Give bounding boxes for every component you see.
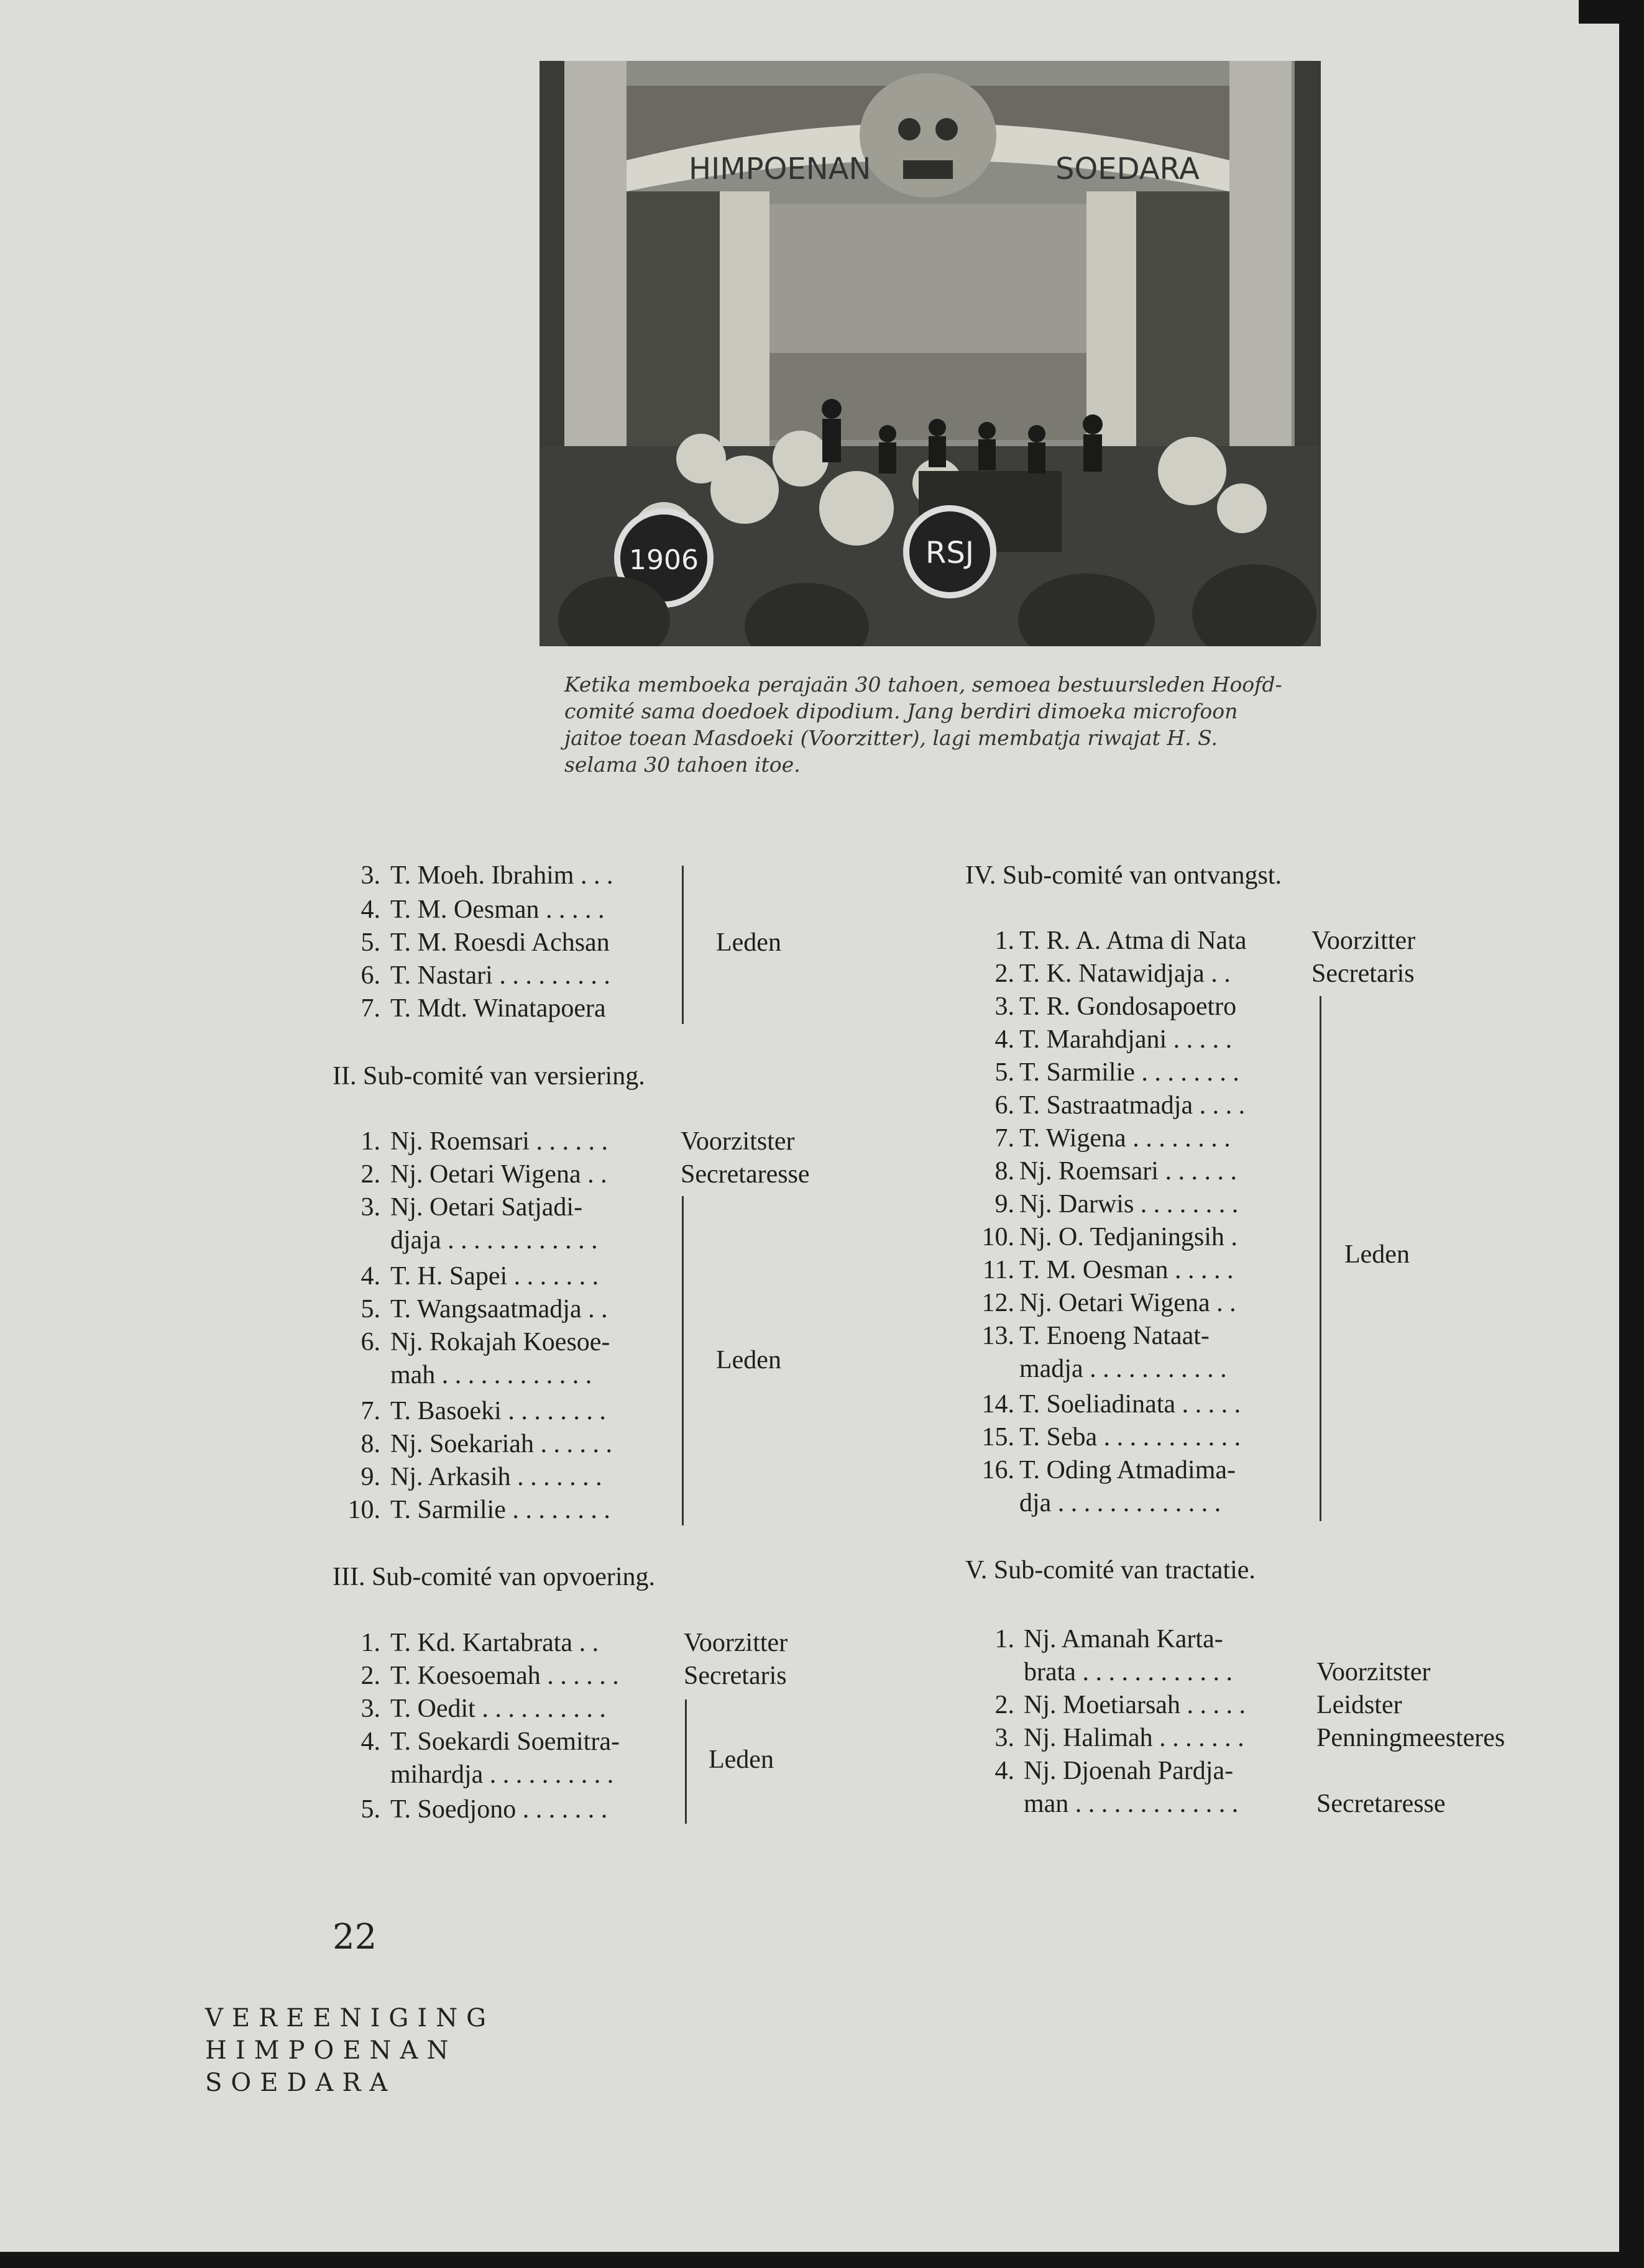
group-label: Leden [709,1745,774,1774]
entry-name: T. Mdt. Winatapoera [390,994,606,1023]
photo-badge-1906: 1906 [629,544,699,576]
entry-name: T. Oedit . . . . . . . . . . [390,1694,606,1723]
entry-role: Voorzitster [1316,1658,1431,1686]
entry-name: T. Wigena . . . . . . . . [1019,1124,1231,1153]
entry-name: T. Soedjono . . . . . . . [390,1795,608,1824]
entry-name: Nj. Rokajah Koesoe- [390,1328,610,1356]
photo-caption [564,671,1307,778]
entry-name: T. Soekardi Soemitra- [390,1727,620,1756]
entry-number: 9. [994,1190,1014,1219]
entry-number: 7. [360,1397,380,1425]
stage-photograph-drawing [540,61,1321,646]
entry-number: 7. [360,994,380,1023]
entry-number: 8. [360,1430,380,1458]
entry-number: 5. [360,928,380,957]
entry-name: Nj. Soekariah . . . . . . [390,1430,612,1458]
entry-name: Nj. Roemsari . . . . . . [1019,1157,1237,1186]
entry-number: 16. [981,1456,1014,1484]
entry-role: Voorzitster [681,1127,795,1156]
entry-number: 1. [360,1127,380,1156]
entry-number: 4. [360,1727,380,1756]
entry-number: 1. [994,926,1014,955]
caption-line: jaitoe toean Masdoeki (Voorzitter), lagi membatja riwajat H. S. [564,726,1218,750]
scan-edge-top [1579,0,1644,24]
entry-number: 3. [994,1724,1014,1752]
entry-number: 13. [981,1322,1014,1350]
entry-name: Nj. Oetari Satjadi- [390,1193,583,1222]
entry-name: T. Oding Atmadima- [1019,1456,1236,1484]
entry-name: Nj. Halimah . . . . . . . [1024,1724,1244,1752]
entry-role: Voorzitter [684,1629,788,1657]
entry-number: 2. [994,959,1014,988]
entry-number: 12. [981,1289,1014,1317]
entry-name-continued: brata . . . . . . . . . . . . [1024,1658,1233,1686]
entry-number: 4. [360,1262,380,1291]
group-bracket [685,1699,687,1824]
photo-banner-right: SOEDARA [1055,152,1200,186]
section-heading: IV. Sub-comité van ontvangst. [965,861,1282,890]
entry-name: T. Basoeki . . . . . . . . [390,1397,606,1425]
section-heading: V. Sub-comité van tractatie. [965,1556,1256,1584]
entry-name-continued: mihardja . . . . . . . . . . [390,1760,614,1789]
section-heading: III. Sub-comité van opvoering. [333,1563,656,1591]
entry-number: 3. [360,1193,380,1222]
entry-name-continued: mah . . . . . . . . . . . . [390,1361,592,1389]
entry-name: T. Wangsaatmadja . . [390,1295,608,1324]
entry-name-continued: man . . . . . . . . . . . . . [1024,1790,1239,1818]
entry-number: 14. [981,1390,1014,1419]
entry-name-continued: djaja . . . . . . . . . . . . [390,1226,598,1255]
entry-number: 3. [994,992,1014,1021]
entry-number: 8. [994,1157,1014,1186]
entry-name: Nj. Roemsari . . . . . . [390,1127,608,1156]
entry-number: 5. [360,1795,380,1824]
entry-name-continued: dja . . . . . . . . . . . . . [1019,1489,1221,1517]
entry-number: 6. [360,1328,380,1356]
entry-role: Leidster [1316,1691,1402,1719]
entry-name: Nj. Moetiarsah . . . . . [1024,1691,1246,1719]
group-label: Leden [716,928,781,957]
entry-role: Secretaresse [681,1160,810,1189]
footer-imprint [205,2002,495,2099]
entry-number: 3. [360,1694,380,1723]
entry-number: 6. [360,961,380,990]
photo-banner-left: HIMPOENAN [689,152,871,186]
group-label: Leden [716,1346,781,1374]
entry-number: 5. [994,1058,1014,1087]
entry-number: 11. [983,1256,1014,1284]
entry-name: Nj. O. Tedjaningsih . [1019,1223,1238,1251]
stage-photograph [540,61,1321,646]
entry-name: Nj. Arkasih . . . . . . . [390,1463,602,1491]
entry-name-continued: madja . . . . . . . . . . . [1019,1355,1227,1383]
caption-line: comité sama doedoek dipodium. Jang berdiri dimoeka microfoon [564,699,1238,723]
entry-number: 9. [360,1463,380,1491]
entry-name: T. Moeh. Ibrahim . . . [390,861,613,890]
entry-number: 1. [994,1625,1014,1653]
entry-name: T. H. Sapei . . . . . . . [390,1262,599,1291]
entry-name: T. Marahdjani . . . . . [1019,1025,1233,1054]
entry-number: 2. [360,1662,380,1690]
entry-number: 5. [360,1295,380,1324]
entry-role: Secretaris [684,1662,787,1690]
scan-edge-right [1619,0,1644,2268]
entry-number: 4. [360,895,380,924]
entry-name: T. K. Natawidjaja . . [1019,959,1231,988]
footer-line: HIMPOENAN [205,2036,457,2065]
entry-name: T. M. Roesdi Achsan [390,928,610,957]
entry-name: Nj. Oetari Wigena . . [390,1160,607,1189]
entry-name: T. Nastari . . . . . . . . . [390,961,610,990]
group-bracket [682,866,684,1024]
section-heading: II. Sub-comité van versiering. [333,1062,645,1091]
group-bracket [682,1196,684,1525]
entry-number: 1. [360,1629,380,1657]
entry-name: Nj. Oetari Wigena . . [1019,1289,1236,1317]
footer-line: SOEDARA [205,2069,397,2097]
entry-name: T. Sarmilie . . . . . . . . [1019,1058,1239,1087]
entry-name: T. M. Oesman . . . . . [390,895,605,924]
entry-number: 2. [360,1160,380,1189]
caption-line: Ketika memboeka perajaän 30 tahoen, semoea bestuursleden Hoofd- [564,672,1282,697]
entry-name: Nj. Amanah Karta- [1024,1625,1223,1653]
footer-line: VEREENIGING [205,2004,495,2033]
entry-number: 3. [360,861,380,890]
scan-edge-bottom [0,2252,1644,2268]
entry-number: 4. [994,1025,1014,1054]
entry-number: 15. [981,1423,1014,1452]
entry-name: T. Enoeng Nataat- [1019,1322,1210,1350]
group-bracket [1320,996,1321,1521]
entry-name: T. Sarmilie . . . . . . . . [390,1496,610,1524]
entry-number: 7. [994,1124,1014,1153]
page-number: 22 [333,1917,377,1957]
photo-badge-rsj: RSJ [925,536,974,570]
group-label: Leden [1344,1240,1410,1269]
entry-role: Secretaris [1311,959,1415,988]
entry-number: 4. [994,1757,1014,1785]
entry-number: 2. [994,1691,1014,1719]
entry-name: T. R. Gondosapoetro [1019,992,1237,1021]
entry-name: T. Seba . . . . . . . . . . . [1019,1423,1241,1452]
caption-line: selama 30 tahoen itoe. [564,752,801,777]
entry-name: T. M. Oesman . . . . . [1019,1256,1234,1284]
entry-role: Penningmeesteres [1316,1724,1505,1752]
entry-name: T. Sastraatmadja . . . . [1019,1091,1246,1120]
entry-name: Nj. Djoenah Pardja- [1024,1757,1234,1785]
entry-name: T. Koesoemah . . . . . . [390,1662,619,1690]
entry-role: Secretaresse [1316,1790,1446,1818]
entry-role: Voorzitter [1311,926,1416,955]
entry-name: T. Kd. Kartabrata . . [390,1629,599,1657]
entry-name: T. R. A. Atma di Nata [1019,926,1247,955]
entry-number: 10. [347,1496,380,1524]
entry-number: 6. [994,1091,1014,1120]
entry-name: T. Soeliadinata . . . . . [1019,1390,1241,1419]
entry-name: Nj. Darwis . . . . . . . . [1019,1190,1239,1219]
entry-number: 10. [981,1223,1014,1251]
